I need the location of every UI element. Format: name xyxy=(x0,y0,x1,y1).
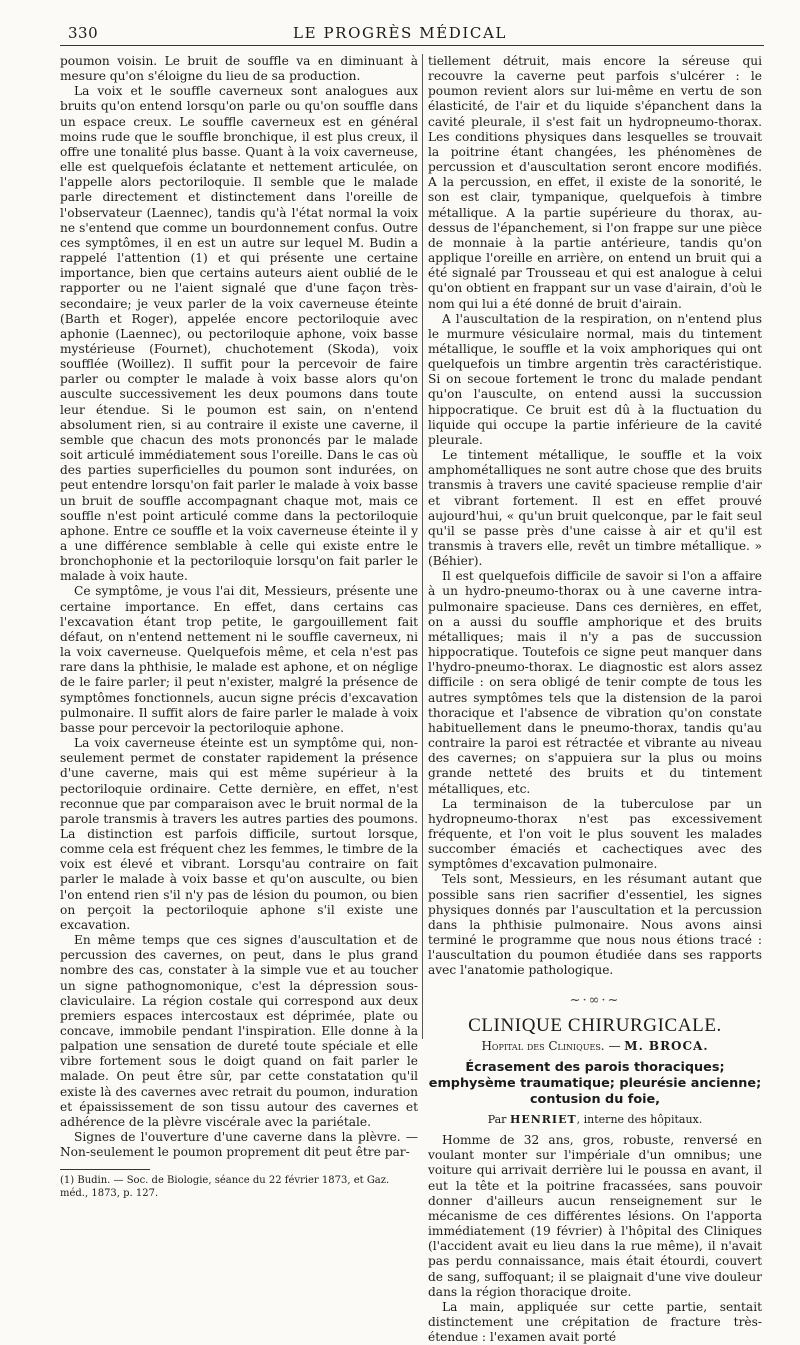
surgeon-name: M. BROCA. xyxy=(624,1038,709,1053)
left-paragraph: Signes de l'ouverture d'une caverne dans la plèvre. — Non-seulement le poumon proprement dit peut être par- xyxy=(60,1130,418,1160)
right-paragraph: Il est quelquefois difficile de savoir si l'on a affaire à un hydro-pneumo-thorax ou à une caverne intra-pulmonaire spacieuse. Dans ces dernières, en effet, on a aussi du souffle amphorique et des bruits métalliques; mais il n'y a pas de succussion hippocratique. Toutefois ce signe peut manquer dans l'hydro-pneumo-thorax. Le diagnostic est alors assez difficile : on sera obligé de tenir compte de tous les autres symptômes tels que la distension de la paroi thoracique et l'absence de vibration qu'on constate habituellement dans le pneumo-thorax, tandis qu'au contraire la paroi est rétractée et vibrante au niveau des cavernes; on s'appuiera sur la plus ou moins grande netteté des bruits et du tintement métalliques, etc. xyxy=(428,569,762,796)
case-paragraph: Homme de 32 ans, gros, robuste, renversé en voulant monter sur l'impériale d'un omnibus; une voiture qui arrivait derrière lui le poussa en avant, il eut la tête et la poitrine fracassées, sans pouvoir donner d'ailleurs aucun renseignement sur le mécanisme de ces différentes lésions. On l'apporta immédiatement (19 février) à l'hôpital des Cliniques (l'accident avait eu lieu dans la rue même), il n'avait pas perdu connaissance, mais était étourdi, couvert de sang, suffoquant; il se plaignait d'une vive douleur dans la région thoracique droite. xyxy=(428,1133,762,1299)
author-prefix: Par xyxy=(487,1113,507,1126)
left-column xyxy=(60,54,418,1200)
author-suffix: , interne des hôpitaux. xyxy=(576,1113,703,1126)
journal-title: LE PROGRÈS MÉDICAL xyxy=(293,24,507,42)
footnote: (1) Budin. — Soc. de Biologie, séance du 22 février 1873, et Gaz. méd., 1873, p. 127. xyxy=(60,1175,390,1199)
section-ornament: ~·∞·~ xyxy=(569,992,621,1008)
author-line xyxy=(428,1112,762,1127)
hospital-dash: — xyxy=(608,1038,621,1053)
right-paragraph: Le tintement métallique, le souffle et la voix amphométalliques ne sont autre chose que des bruits transmis à travers une cavité spacieuse remplie d'air et vibrant fortement. Il est en effet prouvé aujourd'hui, « qu'un bruit quelconque, par le fait seul qu'il se passe près d'une caisse à air et qu'il est transmis à travers elle, revêt un timbre métallique. » (Béhier). xyxy=(428,448,762,569)
left-paragraph: La voix caverneuse éteinte est un symptôme qui, non-seulement permet de constater rapidement la présence d'une caverne, mais qui est même supérieur à la pectoriloquie ordinaire. Cette dernière, en effet, n'est reconnue que par comparaison avec le bruit normal de la parole transmis à travers les autres parties des poumons. La distinction est parfois difficile, surtout lorsque, comme cela est fréquent chez les femmes, le timbre de la voix est élevé et vibrant. Lorsqu'au contraire on fait parler le malade à voix basse et qu'on ausculte, ou bien l'on entend rien s'il n'y pas de lésion du poumon, ou bien on perçoit la pectoriloquie aphone s'il existe une excavation. xyxy=(60,736,418,932)
left-paragraph: Ce symptôme, je vous l'ai dit, Messieurs, présente une certaine importance. En effet, dans certains cas l'excavation étant trop petite, le gargouillement fait défaut, on n'entend nettement ni le souffle caverneux, ni la voix caverneuse. Quelquefois même, et cela n'est pas rare dans la phthisie, le malade est aphone, et on néglige de le faire parler; il peut n'exister, malgré la présence de symptômes fonctionnels, aucun signe précis d'excavation pulmonaire. Il suffit alors de faire parler le malade à voix basse pour percevoir la pectoriloquie aphone. xyxy=(60,584,418,735)
hospital-line xyxy=(428,1039,762,1054)
right-paragraph: A l'auscultation de la respiration, on n'entend plus le murmure vésiculaire normal, mais du tintement métallique, le souffle et la voix amphoriques qui ont quelquefois un timbre argentin très caractéristique. Si on secoue fortement le tronc du malade pendant qu'on l'ausculte, on entend aussi la succussion hippocratique. Ce bruit est dû à la fluctuation du liquide qui occupe la partie inférieure de la cavité pleurale. xyxy=(428,311,762,447)
header-rule xyxy=(60,45,764,46)
left-paragraph: poumon voisin. Le bruit de souffle va en diminuant à mesure qu'on s'éloigne du lieu de sa production. xyxy=(60,54,418,84)
hospital-name: Hopital des Cliniques. xyxy=(481,1038,605,1053)
right-column xyxy=(428,54,762,1345)
author-name: HENRIET xyxy=(509,1113,577,1126)
left-paragraph: En même temps que ces signes d'auscultation et de percussion des cavernes, on peut, dans le plus grand nombre des cas, constater à la simple vue et au toucher un signe pathognomonique, c'est la dépression sous-claviculaire. La région costale qui correspond aux deux premiers espaces intercostaux est déprimée, plate ou concave, immobile pendant l'inspiration. Elle donne à la palpation une sensation de dureté toute spéciale et elle vibre fortement sous le doigt quand on fait parler le malade. On peut être sûr, par cette constatation qu'il existe là des cavernes avec retrait du poumon, induration et épaississement de son tissu autour des cavernes et adhérence de la plèvre viscérale avec la pariétale. xyxy=(60,933,418,1129)
column-divider xyxy=(422,54,423,1039)
case-paragraph: La main, appliquée sur cette partie, sentait distinctement une crépitation de fracture très-étendue : l'examen avait porté xyxy=(428,1299,762,1345)
left-paragraph: La voix et le souffle caverneux sont analogues aux bruits qu'on entend lorsqu'on parle ou qu'on souffle dans un espace creux. Le souffle caverneux est en général moins rude que le souffle bronchique, il est plus creux, il offre une tonalité plus basse. Quant à la voix caverneuse, elle est quelquefois éclatante et nettement articulée, on l'appelle alors pectoriloquie. Il semble que le malade parle directement et distinctement dans l'oreille de l'observateur (Laennec), tandis qu'à l'état normal la voix ne s'entend que comme un bourdonnement confus. Outre ces symptômes, il en est un autre sur lequel M. Budin a rappelé l'attention (1) et qui présente une certaine importance, bien que certains auteurs aient oublié de le rapporter ou ne l'aient signalé que d'une façon très-secondaire; je veux parler de la voix caverneuse éteinte (Barth et Roger), appelée encore pectoriloquie avec aphonie (Laennec), ou pectoriloquie aphone, voix basse mystérieuse (Fournet), chuchotement (Skoda), voix soufflée (Woillez). Il suffit pour la percevoir de faire parler ou compter le malade à voix basse alors qu'on ausculte successivement les deux poumons dans toute leur étendue. Si le poumon est sain, on n'entend absolument rien, si au contraire il existe une caverne, il semble que chacun des mots prononcés par le malade soit articulé immédiatement sous l'oreille. Dans le cas où des parties superficielles du poumon sont indurées, on peut entendre lorsqu'on fait parler le malade à voix basse un bruit de souffle accompagnant chaque mot, mais ce souffle n'est point articulé comme dans la pectoriloquie aphone. Entre ce souffle et la voix caverneuse éteinte il y a une différence semblable à celle qui existe entre le bronchophonie et la pectoriloquie lorsqu'on fait parler le malade à voix haute. xyxy=(60,84,418,584)
footnote-rule xyxy=(60,1169,150,1170)
right-paragraph: Tels sont, Messieurs, en les résumant autant que possible sans rien sacrifier d'essentiel, les signes physiques donnés par l'auscultation et la percussion dans la phthisie pulmonaire. Nous avons ainsi terminé le programme que nous nous étions tracé : l'auscultation du poumon étudiée dans ses rapports avec l'anatomie pathologique. xyxy=(428,872,762,978)
right-paragraph: tiellement détruit, mais encore la séreuse qui recouvre la caverne peut parfois s'ulcérer : le poumon revient alors sur lui-même en vertu de son élasticité, de l'air et du liquide s'épanchent dans la cavité pleurale, il s'est fait un hydropneumo-thorax. Les conditions physiques dans lesquelles se trouvait la poitrine étant changées, les phénomènes de percussion et d'auscultation seront encore modifiés. A la percussion, en effet, il existe de la sonorité, le son est clair, tympanique, quelquefois à timbre métallique. A la partie supérieure du thorax, au-dessus de l'épanchement, si l'on frappe sur une pièce de monnaie à la partie antérieure, tandis qu'on applique l'oreille en arrière, on entend un bruit qui a été signalé par Trousseau et qui est analogue à celui qu'on obtient en frappant sur un vase d'airain, d'où le nom qui lui a été donné de bruit d'airain. xyxy=(428,54,762,311)
case-title: Écrasement des parois thoraciques; emphysème traumatique; pleurésie ancienne; contusion du foie, xyxy=(428,1060,762,1107)
right-paragraph: La terminaison de la tuberculose par un hydropneumo-thorax n'est pas excessivement fréquente, et l'on voit le plus souvent les malades succomber émaciés et cachectiques avec des symptômes d'excavation pulmonaire. xyxy=(428,796,762,872)
section-title: CLINIQUE CHIRURGICALE. xyxy=(468,1014,722,1036)
page-number: 330 xyxy=(68,24,99,42)
